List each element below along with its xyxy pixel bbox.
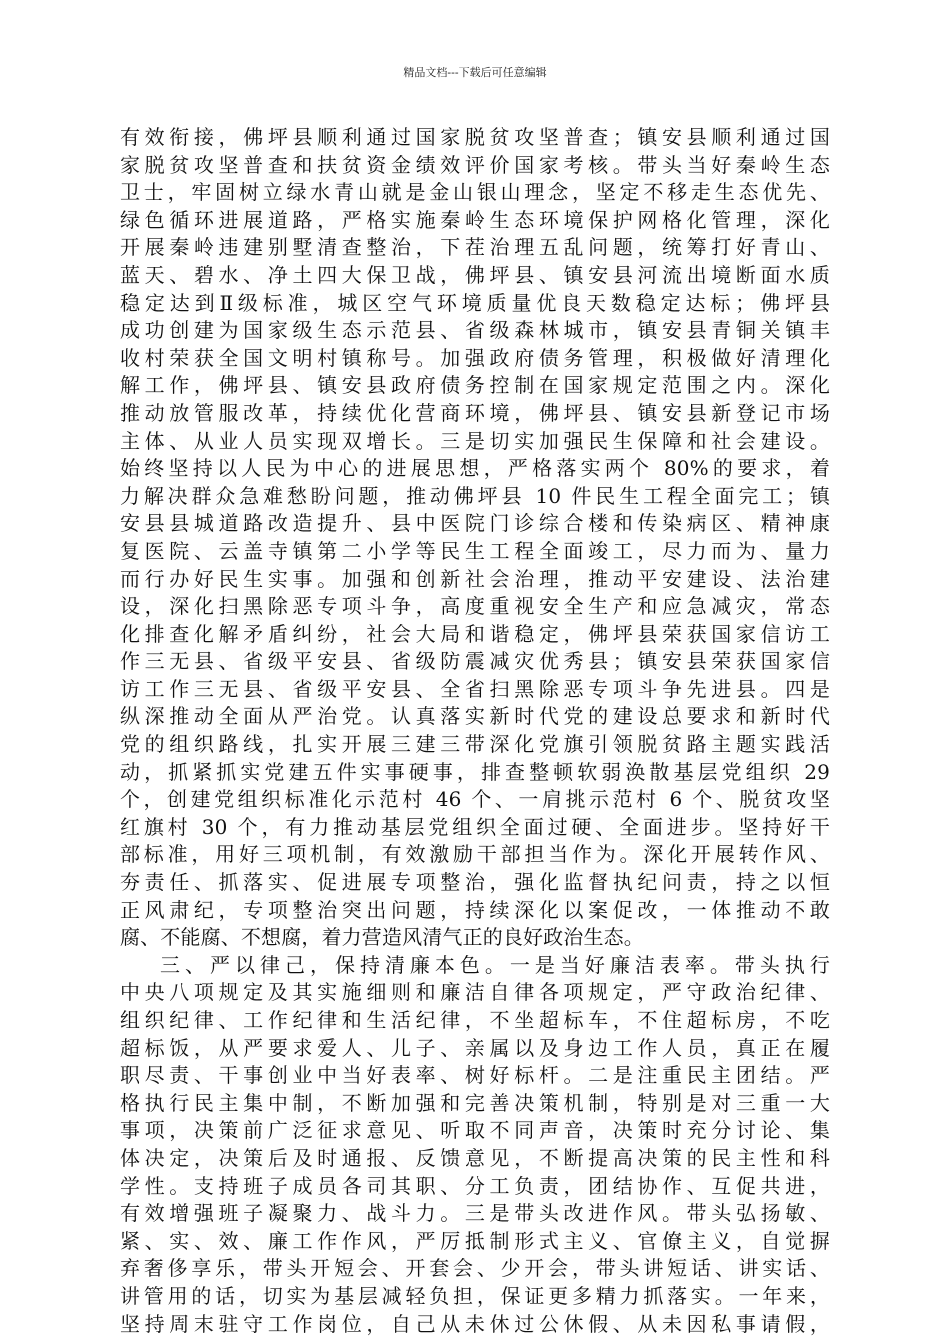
text-line: 主体、从业人员实现双增长。三是切实加强民生保障和社会建设。 bbox=[120, 428, 830, 453]
text-line: 卫士，牢固树立绿水青山就是金山银山理念，坚定不移走生态优先、 bbox=[120, 180, 830, 205]
text-line: 推动放管服改革，持续优化营商环境，佛坪县、镇安县新登记市场 bbox=[120, 400, 830, 425]
text-line: 化排查化解矛盾纠纷，社会大局和谐稳定，佛坪县荣获国家信访工 bbox=[120, 621, 830, 646]
text-line: 稳定达到Ⅱ级标准，城区空气环境质量优良天数稳定达标；佛坪县 bbox=[120, 290, 830, 315]
text-line: 纵深推动全面从严治党。认真落实新时代党的建设总要求和新时代 bbox=[120, 704, 830, 729]
text-line: 动，抓紧抓实党建五件实事硬事，排查整顿软弱涣散基层党组织 29 bbox=[120, 759, 830, 784]
text-line: 夯责任、抓落实、促进展专项整治，强化监督执纪问责，持之以恒 bbox=[120, 870, 830, 895]
section-heading-line: 三、严以律己，保持清廉本色。一是当好廉洁表率。带头执行 bbox=[160, 952, 830, 977]
text-line: 组织纪律、工作纪律和生活纪律，不坐超标车，不住超标房，不吃 bbox=[120, 1008, 830, 1032]
text-line: 中央八项规定及其实施细则和廉洁自律各项规定，严守政治纪律、 bbox=[120, 980, 830, 1005]
text-line: 格执行民主集中制，不断加强和完善决策机制，特别是对三重一大 bbox=[120, 1090, 830, 1115]
text-line: 蓝天、碧水、净土四大保卫战，佛坪县、镇安县河流出境断面水质 bbox=[120, 262, 830, 287]
text-line: 力解决群众急难愁盼问题，推动佛坪县 10 件民生工程全面完工；镇 bbox=[120, 483, 830, 508]
text-line: 而行办好民生实事。加强和创新社会治理，推动平安建设、法治建 bbox=[120, 566, 830, 591]
text-line: 开展秦岭违建别墅清查整治，下茬治理五乱问题，统筹打好青山、 bbox=[120, 235, 830, 260]
text-line: 红旗村 30 个，有力推动基层党组织全面过硬、全面进步。坚持好干 bbox=[120, 814, 830, 839]
text-line: 收村荣获全国文明村镇称号。加强政府债务管理，积极做好清理化 bbox=[120, 345, 830, 370]
text-line: 个，创建党组织标准化示范村 46 个、一肩挑示范村 6 个、脱贫攻坚 bbox=[120, 787, 830, 812]
text-line: 讲管用的话，切实为基层减轻负担，保证更多精力抓落实。一年来， bbox=[120, 1283, 830, 1308]
text-line: 正风肃纪，专项整治突出问题，持续深化以案促改，一体推动不敢 bbox=[120, 897, 830, 922]
text-line: 弃奢侈享乐，带头开短会、开套会、少开会，带头讲短话、讲实话、 bbox=[120, 1256, 830, 1281]
text-line: 复医院、云盖寺镇第二小学等民生工程全面竣工，尽力而为、量力 bbox=[120, 538, 830, 563]
text-line: 超标饭，从严要求爱人、儿子、亲属以及身边工作人员，真正在履 bbox=[120, 1035, 830, 1060]
text-line: 成功创建为国家级生态示范县、省级森林城市，镇安县青铜关镇丰 bbox=[120, 318, 830, 343]
text-line: 事项，决策前广泛征求意见、听取不同声音，决策时充分讨论、集 bbox=[120, 1118, 830, 1143]
text-line: 有效增强班子凝聚力、战斗力。三是带头改进作风。带头弘扬敏、 bbox=[120, 1201, 830, 1226]
document-body bbox=[120, 124, 830, 1338]
page-header: 精品文档---下载后可任意编辑 bbox=[403, 66, 547, 79]
text-line: 绿色循环进展道路，严格实施秦岭生态环境保护网格化管理，深化 bbox=[120, 207, 830, 232]
text-line: 体决定，决策后及时通报、反馈意见，不断提高决策的民主性和科 bbox=[120, 1145, 830, 1170]
text-line: 职尽责、干事创业中当好表率、树好标杆。二是注重民主团结。严 bbox=[120, 1063, 830, 1088]
text-line: 安县县城道路改造提升、县中医院门诊综合楼和传染病区、精神康 bbox=[120, 511, 830, 536]
text-line: 部标准，用好三项机制，有效激励干部担当作为。深化开展转作风、 bbox=[120, 842, 830, 867]
text-line: 访工作三无县、省级平安县、全省扫黑除恶专项斗争先进县。四是 bbox=[120, 676, 830, 701]
text-line: 有效衔接，佛坪县顺利通过国家脱贫攻坚普查；镇安县顺利通过国 bbox=[120, 125, 830, 149]
text-line: 紧、实、效、廉工作作风，严厉抵制形式主义、官僚主义，自觉摒 bbox=[120, 1228, 830, 1253]
text-line: 始终坚持以人民为中心的进展思想，严格落实两个 80%的要求，着 bbox=[120, 456, 830, 481]
text-line: 腐、不能腐、不想腐，着力营造风清气正的良好政治生态。 bbox=[120, 925, 644, 950]
text-line: 设，深化扫黑除恶专项斗争，高度重视安全生产和应急减灾，常态 bbox=[120, 594, 830, 619]
text-line: 解工作，佛坪县、镇安县政府债务控制在国家规定范围之内。深化 bbox=[120, 373, 830, 398]
text-line: 党的组织路线，扎实开展三建三带深化党旗引领脱贫路主题实践活 bbox=[120, 732, 830, 757]
text-line: 作三无县、省级平安县、省级防震减灾优秀县；镇安县荣获国家信 bbox=[120, 649, 830, 674]
text-line: 家脱贫攻坚普查和扶贫资金绩效评价国家考核。带头当好秦岭生态 bbox=[120, 152, 830, 177]
text-line: 学性。支持班子成员各司其职、分工负责，团结协作、互促共进， bbox=[120, 1173, 830, 1198]
text-line: 坚持周末驻守工作岗位，自己从未休过公休假、从未因私事请假， bbox=[120, 1311, 830, 1336]
